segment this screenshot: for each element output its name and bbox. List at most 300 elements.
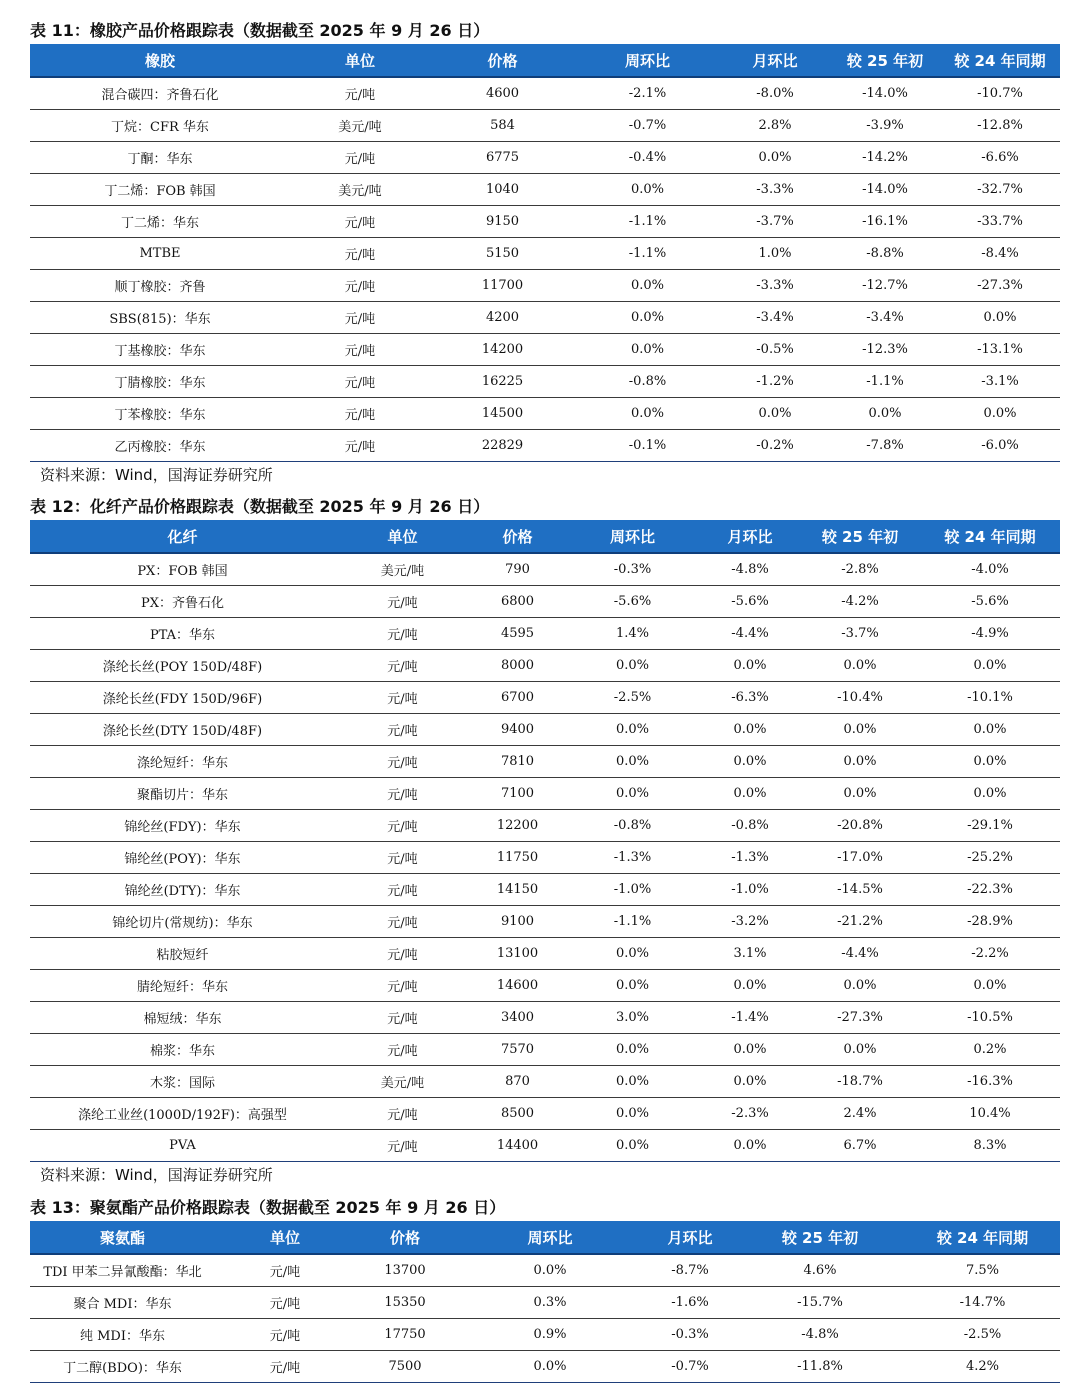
value-cell: -12.7% [862,277,908,293]
value-cell: -2.8% [841,561,879,577]
column-header: 较 25 年初 [830,44,940,77]
value-cell: 13100 [496,945,539,961]
value-cell: -14.0% [862,85,908,101]
value-cell: -28.9% [967,913,1013,929]
product-name-cell: 锦纶切片(常规纺)：华东 [112,915,253,931]
product-name-cell: 棉短绒：华东 [143,1011,222,1027]
value-cell: -27.3% [977,277,1023,293]
value-cell: 元/吨 [387,723,418,739]
value-cell: 0.0% [630,309,665,325]
value-cell: -1.1% [613,913,652,929]
value-cell: 元/吨 [344,407,376,423]
column-header: 单位 [215,1221,355,1254]
value-cell: -3.3% [756,277,794,293]
product-name-cell: SBS(815)：华东 [109,311,211,327]
value-cell: 0.0% [758,405,792,421]
value-cell: 5150 [485,245,520,261]
value-cell: 元/吨 [344,439,376,455]
product-name-cell: 涤纶长丝(FDY 150D/96F) [102,691,263,707]
value-cell: 元/吨 [387,1043,418,1059]
column-header: 较 25 年初 [735,1221,905,1254]
value-cell: 0.0% [615,1137,650,1153]
value-cell: 元/吨 [387,691,418,707]
value-cell: -3.4% [866,309,904,325]
table-row [30,1065,1060,1097]
column-header: 月环比 [700,520,800,553]
value-cell: -11.8% [797,1358,843,1374]
value-cell: 元/吨 [269,1296,301,1312]
value-cell: -14.2% [862,149,908,165]
value-cell: -1.3% [731,849,769,865]
value-cell: 美元/吨 [338,119,382,135]
value-cell: -1.3% [613,849,652,865]
value-cell: 0.0% [758,149,792,165]
value-cell: 9100 [500,913,535,929]
value-cell: 22829 [481,437,524,453]
value-cell: -8.7% [671,1262,709,1278]
value-cell: 美元/吨 [338,183,382,199]
value-cell: -8.0% [756,85,794,101]
value-cell: -18.7% [837,1073,883,1089]
value-cell: -14.7% [959,1294,1006,1310]
value-cell: 0.0% [868,405,902,421]
product-name-cell: MTBE [139,245,181,261]
column-header: 价格 [430,44,575,77]
value-cell: -3.3% [756,181,794,197]
value-cell: 0.0% [615,1041,650,1057]
value-cell: 9150 [485,213,520,229]
table-13-title: 表 13：聚氨酯产品价格跟踪表（数据截至 2025 年 9 月 26 日） [30,1198,506,1217]
column-header: 价格 [470,520,565,553]
table-row [30,429,1060,461]
table-13-block [30,1195,1060,1383]
value-cell: 584 [490,117,515,133]
table-11 [30,44,1060,462]
product-name-cell: PTA：华东 [149,627,216,643]
value-cell: 元/吨 [387,627,418,643]
value-cell: 0.0% [533,1262,567,1278]
value-cell: 0.0% [630,341,665,357]
table-13 [30,1221,1060,1383]
product-name-cell: 丁基橡胶：华东 [114,343,206,359]
table-row [30,649,1060,681]
value-cell: 0.0% [843,753,877,769]
value-cell: 6700 [500,689,535,705]
value-cell: 元/吨 [387,755,418,771]
product-name-cell: 棉浆：华东 [149,1043,215,1059]
value-cell: 6800 [500,593,535,609]
value-cell: -33.7% [977,213,1023,229]
value-cell: 0.0% [733,1137,767,1153]
table-row [30,841,1060,873]
value-cell: 0.0% [733,785,767,801]
value-cell: 0.0% [615,785,650,801]
column-header: 月环比 [645,1221,735,1254]
value-cell: -0.7% [671,1358,709,1374]
value-cell: 0.2% [973,1041,1007,1057]
value-cell: 0.0% [615,945,650,961]
product-name-cell: 丁二醇(BDO)：华东 [63,1360,182,1376]
value-cell: -1.0% [613,881,652,897]
value-cell: 8000 [500,657,535,673]
value-cell: 15350 [384,1294,426,1310]
value-cell: 4.2% [965,1358,1000,1374]
value-cell: 7570 [500,1041,535,1057]
value-cell: -5.6% [613,593,652,609]
value-cell: 0.0% [983,405,1017,421]
value-cell: 14150 [496,881,539,897]
product-name-cell: 涤纶长丝(DTY 150D/48F) [102,723,263,739]
value-cell: 元/吨 [387,659,418,675]
value-cell: 0.0% [733,753,767,769]
value-cell: -5.6% [731,593,769,609]
value-cell: 元/吨 [269,1264,301,1280]
value-cell: 4.6% [803,1262,837,1278]
product-name-cell: 丁二烯：华东 [120,215,199,231]
value-cell: -3.7% [841,625,879,641]
value-cell: 0.0% [733,1041,767,1057]
table-row [30,1033,1060,1065]
product-name-cell: TDI 甲苯二异氰酸酯：华北 [43,1264,202,1280]
table-11-header-row [30,44,1060,77]
column-header: 较 24 年同期 [940,44,1060,77]
product-name-cell: 锦纶丝(POY)：华东 [124,851,241,867]
value-cell: 3400 [500,1009,535,1025]
value-cell: 13700 [384,1262,426,1278]
value-cell: 0.9% [533,1326,567,1342]
value-cell: 0.0% [973,753,1007,769]
table-row [30,1286,1060,1318]
table-row [30,1097,1060,1129]
column-header: 单位 [335,520,470,553]
value-cell: -7.8% [866,437,904,453]
value-cell: 3.0% [615,1009,650,1025]
value-cell: 元/吨 [344,87,376,103]
value-cell: 16225 [481,373,524,389]
value-cell: 7810 [500,753,535,769]
table-11-block [30,18,1060,488]
value-cell: -4.9% [971,625,1009,641]
value-cell: -4.4% [731,625,769,641]
value-cell: 8.3% [973,1137,1007,1153]
value-cell: -2.3% [731,1105,769,1121]
table-12-body [30,553,1060,1161]
value-cell: -0.3% [671,1326,709,1342]
value-cell: -22.3% [967,881,1013,897]
value-cell: -4.0% [971,561,1009,577]
value-cell: -2.1% [628,85,667,101]
value-cell: 元/吨 [387,915,418,931]
value-cell: -25.2% [967,849,1013,865]
value-cell: 0.0% [630,181,665,197]
column-header: 周环比 [565,520,700,553]
product-name-cell: 丁二烯：FOB 韩国 [104,183,216,199]
value-cell: 元/吨 [387,819,418,835]
value-cell: 0.0% [615,657,650,673]
value-cell: 1040 [485,181,520,197]
product-name-cell: 木浆：国际 [149,1075,215,1091]
product-name-cell: 涤纶工业丝(1000D/192F)：高强型 [78,1107,287,1123]
value-cell: -0.8% [731,817,769,833]
value-cell: 7.5% [965,1262,1000,1278]
table-11-source: 资料来源：Wind，国海证券研究所 [40,465,273,484]
product-name-cell: 聚合 MDI：华东 [73,1296,172,1312]
table-row [30,713,1060,745]
product-name-cell: 乙丙橡胶：华东 [114,439,206,455]
value-cell: 0.0% [733,721,767,737]
value-cell: 4600 [485,85,520,101]
table-row [30,1318,1060,1350]
value-cell: 4200 [485,309,520,325]
value-cell: 6.7% [843,1137,877,1153]
value-cell: 0.0% [843,785,877,801]
value-cell: -2.2% [971,945,1009,961]
value-cell: -14.0% [862,181,908,197]
value-cell: 0.0% [630,277,665,293]
product-name-cell: 涤纶长丝(POY 150D/48F) [102,659,263,675]
value-cell: 元/吨 [344,215,376,231]
table-row [30,937,1060,969]
value-cell: 元/吨 [387,883,418,899]
value-cell: 8500 [500,1105,535,1121]
table-row [30,1254,1060,1286]
product-name-cell: 涤纶短纤：华东 [136,755,228,771]
product-name-cell: 腈纶短纤：华东 [136,979,228,995]
value-cell: -4.4% [841,945,879,961]
value-cell: 元/吨 [344,311,376,327]
value-cell: -10.7% [977,85,1023,101]
product-name-cell: 聚酯切片：华东 [136,787,228,803]
table-row [30,617,1060,649]
table-row [30,173,1060,205]
value-cell: -0.7% [628,117,667,133]
table-12-title: 表 12：化纤产品价格跟踪表（数据截至 2025 年 9 月 26 日） [30,497,490,516]
value-cell: 0.0% [843,657,877,673]
value-cell: -8.4% [981,245,1019,261]
table-12-block [30,494,1060,1188]
value-cell: 0.0% [615,1105,650,1121]
value-cell: -13.1% [977,341,1023,357]
value-cell: -3.2% [731,913,769,929]
product-name-cell: 丁烷：CFR 华东 [111,119,209,135]
value-cell: -1.1% [866,373,904,389]
value-cell: 0.0% [973,721,1007,737]
value-cell: 元/吨 [269,1328,301,1344]
value-cell: 2.4% [843,1105,877,1121]
column-header: 较 24 年同期 [905,1221,1060,1254]
value-cell: 1.0% [758,245,792,261]
value-cell: -5.6% [971,593,1009,609]
value-cell: 元/吨 [387,947,418,963]
value-cell: -1.0% [731,881,769,897]
table-11-title: 表 11：橡胶产品价格跟踪表（数据截至 2025 年 9 月 26 日） [30,21,490,40]
table-row [30,969,1060,1001]
value-cell: -0.8% [613,817,652,833]
value-cell: 0.0% [615,977,650,993]
value-cell: -14.5% [837,881,883,897]
value-cell: 6775 [485,149,520,165]
value-cell: -6.6% [981,149,1019,165]
table-row [30,365,1060,397]
value-cell: 0.0% [615,1073,650,1089]
value-cell: -10.4% [837,689,883,705]
product-name-cell: 锦纶丝(DTY)：华东 [124,883,241,899]
value-cell: -32.7% [977,181,1023,197]
table-row [30,585,1060,617]
value-cell: -12.3% [862,341,908,357]
value-cell: 14600 [496,977,539,993]
value-cell: 14500 [481,405,524,421]
table-row [30,109,1060,141]
value-cell: 0.0% [733,977,767,993]
table-row [30,301,1060,333]
product-name-cell: 丁苯橡胶：华东 [114,407,206,423]
product-name-cell: 丁酮：华东 [127,151,193,167]
table-row [30,681,1060,713]
table-row [30,1350,1060,1382]
table-row [30,333,1060,365]
value-cell: 0.0% [843,721,877,737]
value-cell: 元/吨 [387,851,418,867]
table-row [30,205,1060,237]
table-12-header-row [30,520,1060,553]
column-header: 较 24 年同期 [920,520,1060,553]
column-header: 较 25 年初 [800,520,920,553]
column-header: 聚氨酯 [30,1221,215,1254]
table-11-body [30,77,1060,461]
value-cell: -29.1% [967,817,1013,833]
value-cell: -3.7% [756,213,794,229]
column-header: 价格 [355,1221,455,1254]
value-cell: 870 [505,1073,530,1089]
value-cell: -0.5% [756,341,794,357]
value-cell: 元/吨 [387,1107,418,1123]
value-cell: -0.3% [613,561,652,577]
table-12 [30,520,1060,1162]
table-row [30,237,1060,269]
value-cell: -15.7% [797,1294,843,1310]
table-row [30,77,1060,109]
table-row [30,873,1060,905]
value-cell: 0.0% [630,405,665,421]
value-cell: 7500 [388,1358,422,1374]
value-cell: -21.2% [837,913,883,929]
value-cell: 元/吨 [344,151,376,167]
value-cell: -20.8% [837,817,883,833]
table-row [30,141,1060,173]
product-name-cell: PX：齐鲁石化 [140,595,224,611]
value-cell: 790 [505,561,530,577]
value-cell: 10.4% [969,1105,1011,1121]
column-header: 周环比 [455,1221,645,1254]
product-name-cell: 混合碳四：齐鲁石化 [101,87,219,103]
column-header: 单位 [290,44,430,77]
value-cell: -1.2% [756,373,794,389]
product-name-cell: 丁腈橡胶：华东 [114,375,206,391]
value-cell: 0.3% [533,1294,567,1310]
table-row [30,777,1060,809]
value-cell: 14200 [481,341,524,357]
value-cell: -6.3% [731,689,769,705]
value-cell: 元/吨 [344,279,376,295]
value-cell: -2.5% [963,1326,1002,1342]
value-cell: -8.8% [866,245,904,261]
value-cell: 0.0% [615,721,650,737]
value-cell: -16.1% [862,213,908,229]
value-cell: -4.8% [731,561,769,577]
value-cell: 元/吨 [269,1360,301,1376]
value-cell: 0.0% [615,753,650,769]
value-cell: 0.0% [733,1073,767,1089]
table-12-source: 资料来源：Wind，国海证券研究所 [40,1165,273,1184]
value-cell: -27.3% [837,1009,883,1025]
value-cell: -1.4% [731,1009,769,1025]
value-cell: 0.0% [973,977,1007,993]
value-cell: -17.0% [837,849,883,865]
column-header: 周环比 [575,44,720,77]
value-cell: 元/吨 [387,787,418,803]
value-cell: 元/吨 [344,375,376,391]
column-header: 化纤 [30,520,335,553]
table-row [30,1001,1060,1033]
value-cell: -0.1% [628,437,667,453]
table-13-header-row [30,1221,1060,1254]
table-row [30,745,1060,777]
value-cell: -10.1% [967,689,1013,705]
value-cell: -10.5% [967,1009,1013,1025]
value-cell: 0.0% [533,1358,567,1374]
value-cell: 美元/吨 [380,563,425,579]
value-cell: 美元/吨 [380,1075,425,1091]
column-header: 月环比 [720,44,830,77]
value-cell: -1.1% [628,245,667,261]
value-cell: -0.2% [756,437,794,453]
table-row [30,809,1060,841]
value-cell: -16.3% [967,1073,1013,1089]
value-cell: -4.2% [841,593,879,609]
value-cell: 9400 [500,721,535,737]
value-cell: 2.8% [758,117,792,133]
value-cell: 1.4% [615,625,650,641]
value-cell: 0.0% [733,657,767,673]
value-cell: 7100 [500,785,535,801]
product-name-cell: 纯 MDI：华东 [79,1328,165,1344]
table-13-body [30,1254,1060,1382]
value-cell: -0.8% [628,373,667,389]
value-cell: -2.5% [613,689,652,705]
value-cell: 3.1% [733,945,767,961]
product-name-cell: 粘胶短纤 [156,947,209,963]
value-cell: -3.1% [981,373,1019,389]
value-cell: -1.6% [671,1294,709,1310]
value-cell: 0.0% [843,1041,877,1057]
value-cell: -3.4% [756,309,794,325]
value-cell: 0.0% [843,977,877,993]
value-cell: -1.1% [628,213,667,229]
value-cell: 元/吨 [387,1011,418,1027]
table-row [30,1129,1060,1161]
product-name-cell: PVA [169,1137,196,1153]
value-cell: 11700 [481,277,524,293]
value-cell: 11750 [496,849,539,865]
value-cell: 12200 [496,817,539,833]
value-cell: 17750 [384,1326,426,1342]
value-cell: 0.0% [973,657,1007,673]
value-cell: -4.8% [801,1326,839,1342]
product-name-cell: 顺丁橡胶：齐鲁 [114,279,206,295]
value-cell: 元/吨 [387,595,418,611]
value-cell: -3.9% [866,117,904,133]
